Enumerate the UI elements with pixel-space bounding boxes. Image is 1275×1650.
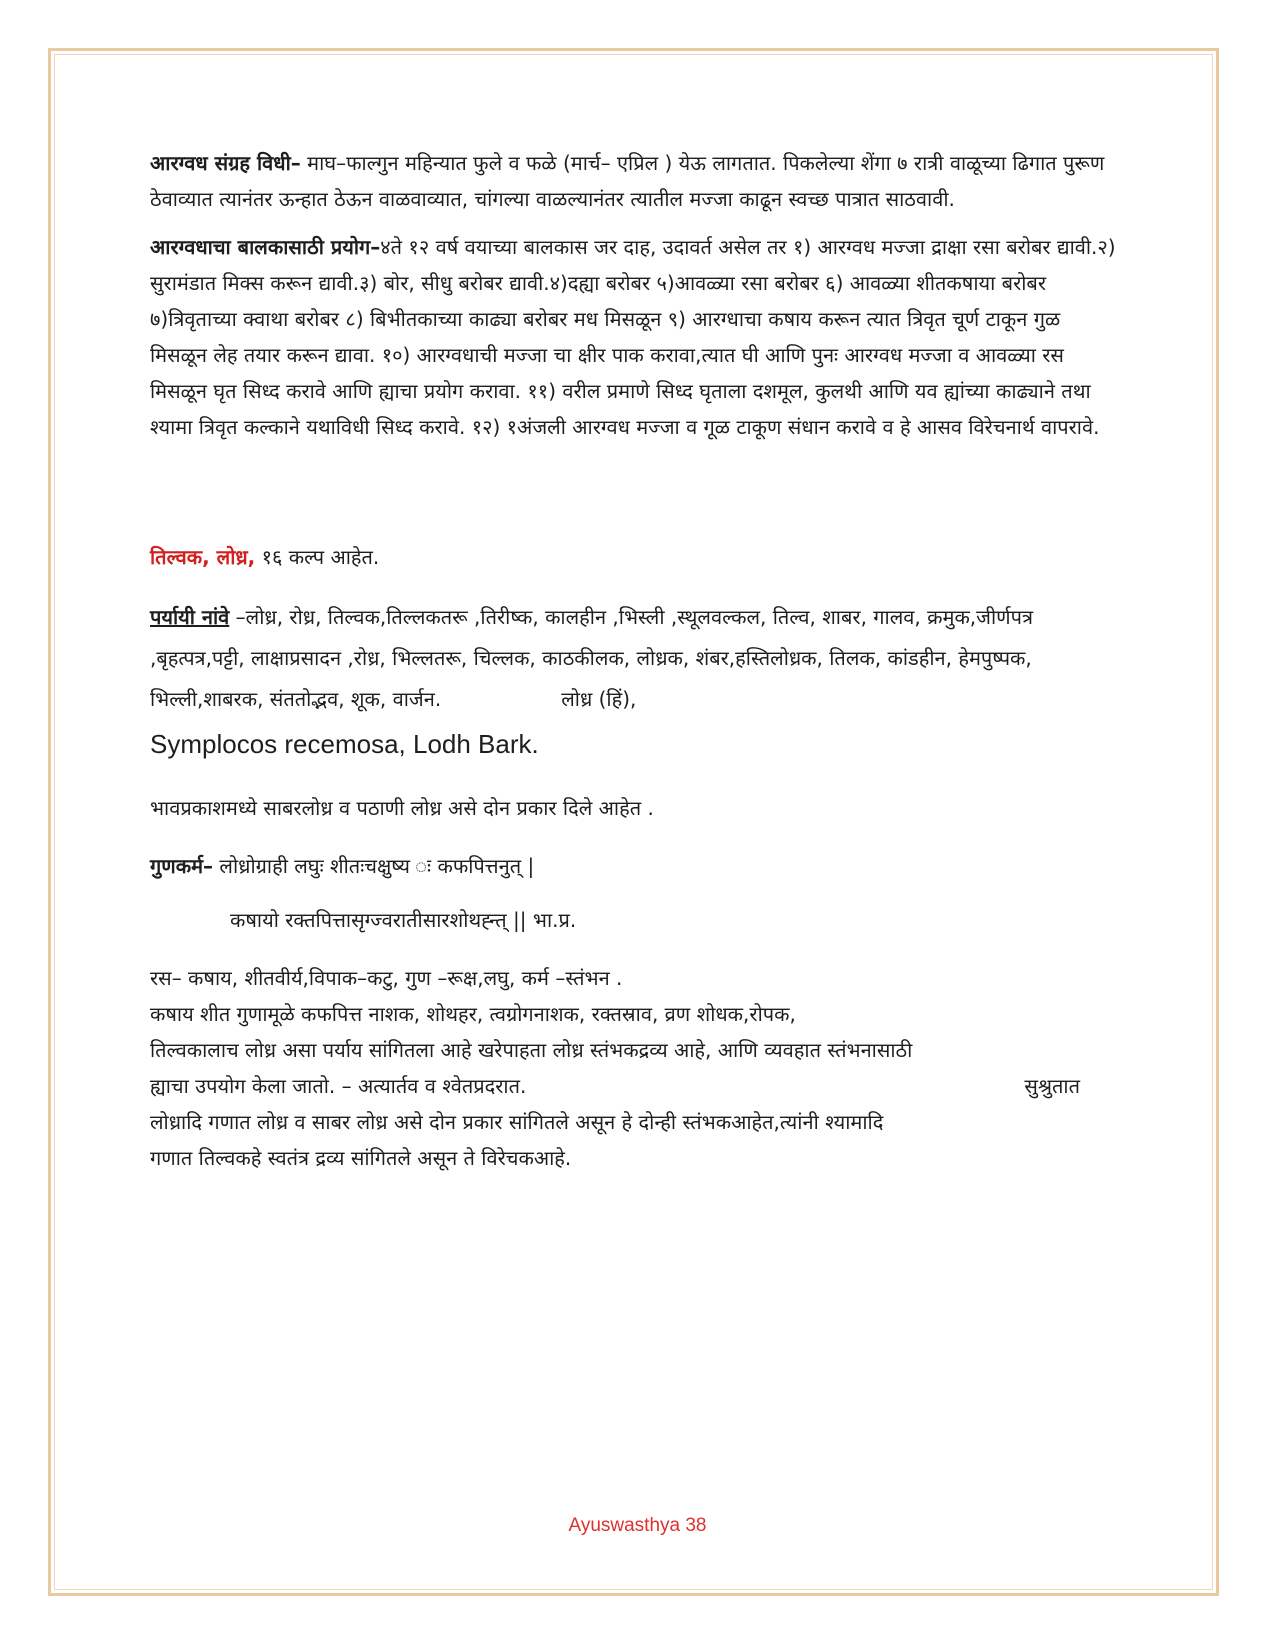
text-line: कषाय शीत गुणामूळे कफपित्त नाशक, शोथहर, त्वग्रोगनाशक, रक्तस्राव, व्रण शोधक,रोपक, [150, 1002, 796, 1026]
paragraph-bhavaprakash: भावप्रकाशमध्ये साबरलोध्र व पठाणी लोध्र असे दोन प्रकार दिले आहेत . [150, 796, 654, 820]
document-body [150, 145, 1120, 1176]
paragraph-child-usage [150, 229, 1120, 445]
paragraph-tilvak-lodhra [150, 539, 1120, 575]
heading-properties: गुणकर्म– [150, 854, 214, 878]
page-footer: Ayuswasthya 38 [568, 1515, 707, 1536]
latin-name: Symplocos recemosa, Lodh Bark. [150, 729, 539, 759]
text-properties: लोध्रोग्राही लघुः शीतःचक्षुष्य ः कफपित्तनुत् | [213, 854, 535, 878]
text-collection-method: माघ–फाल्गुन महिन्यात फुले व फळे (मार्च– एप्रिल ) येऊ लागतात. पिकलेल्या शेंगा ७ रात्री वाळूच्या ढिगात पुरूण ठेवाव्यात त्यानंतर ऊन्हात ठेऊन वाळवाव्यात, चांगल्या वाळल्यानंतर त्यातील मज्जा काढून स्वच्छ पात्रात साठवावी. [150, 151, 1105, 211]
paragraph-properties [150, 848, 1120, 884]
text-line: तिल्वकालाच लोध्र असा पर्याय सांगितला आहे खरेपाहता लोध्र स्तंभकद्रव्य आहे, आणि व्यवहात स्तंभनासाठी [150, 1038, 913, 1062]
heading-tilvak-lodhra: तिल्वक, लोध्र, [150, 545, 256, 569]
paragraph-collection-method [150, 145, 1120, 217]
paragraph-synonyms [150, 597, 1120, 720]
text-child-usage: ४ते १२ वर्ष वयाच्या बालकास जर दाह, उदावर्त असेल तर १) आरग्वध मज्जा द्राक्षा रसा बरोबर द्यावी.२) सुरामंडात मिक्स करून द्यावी.३) बोर, सीधु बरोबर द्यावी.४)दह्या बरोबर ५)आवळ्या रसा बरोबर ६) आवळ्या शीतकषाया बरोबर ७)त्रिवृताच्या क्वाथा बरोबर ८) बिभीतकाच्या काढ्या बरोबर मध मिसळून ९) आरग्धाचा कषाय करून त्यात त्रिवृत चूर्ण टाकून गुळ मिसळून लेह तयार करून द्यावा. १०) आरग्वधाची मज्जा चा क्षीर पाक करावा,त्यात घी आणि पुनः आरग्वध मज्जा व आवळ्या रस मिसळून घृत सिध्द करावे आणि ह्याचा प्रयोग करावा. ११) वरील प्रमाणे सिध्द घृताला दशमूल, कुलथी आणि यव ह्यांच्या काढ्याने तथा श्यामा त्रिवृत कल्काने यथाविधी सिध्द करावे. १२) १अंजली आरग्वध मज्जा व गूळ टाकूण संधान करावे व हे आसव विरेचनार्थ वापरावे. [150, 235, 1116, 439]
text-line: रस– कषाय, शीतवीर्य,विपाक–कटु, गुण –रूक्ष,लघु, कर्म –स्तंभन . [150, 966, 623, 990]
heading-child-usage: आरग्वधाचा बालकासाठी प्रयोग– [150, 235, 381, 259]
text-synonyms: –लोध्र, रोध्र, तिल्वक,तिल्लकतरू ,तिरीष्क, कालहीन ,भिस्ली ,स्थूलवल्कल, तिल्व, शाबर, गालव, क्रमुक,जीर्णपत्र ,बृहत्पत्र,पट्टी, लाक्षाप्रसादन ,रोध्र, भिल्लतरू, चिल्लक, काठकीलक, लोध्रक, शंबर,हस्तिलोध्रक, तिलक, कांडहीन, हेमपुष्पक, भिल्ली,शाबरक, संततोद्भव, शूक, वार्जन. [150, 605, 1034, 711]
text-line: ह्याचा उपयोग केला जातो. – अत्यार्तव व श्वेतप्रदरात. [150, 1074, 527, 1098]
text-line: लोध्रादि गणात लोध्र व साबर लोध्र असे दोन प्रकार सांगितले असून हे दोन्ही स्तंभकआहेत,त्यांनी श्यामादि [150, 1110, 884, 1134]
shloka-line: कषायो रक्तपित्तासृग्ज्वरातीसारशोथह्न्त् || भा.प्र. [230, 908, 577, 932]
text-line-right: सुश्रुतात [1024, 1074, 1080, 1098]
paragraph-rasa [150, 960, 1120, 1176]
text-line-split [150, 1068, 1080, 1104]
text-hindi-name: लोध्र (हिं), [561, 687, 637, 711]
heading-collection-method: आरग्वध संग्रह विधी– [150, 151, 301, 175]
text-line: गणात तिल्वकहे स्वतंत्र द्रव्य सांगितले असून ते विरेचकआहे. [150, 1146, 572, 1170]
text-tilvak-lodhra: १६ कल्प आहेत. [255, 545, 380, 569]
heading-synonyms: पर्यायी नांवे [150, 605, 230, 629]
